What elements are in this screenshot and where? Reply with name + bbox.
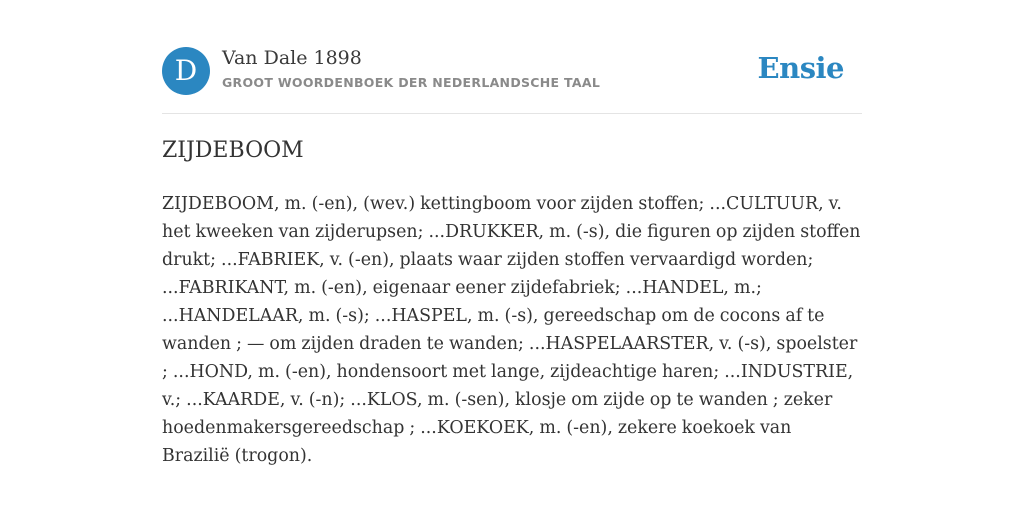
header	[162, 46, 862, 96]
dictionary-subtitle: GROOT WOORDENBOEK DER NEDERLANDSCHE TAAL	[222, 75, 601, 90]
dictionary-title[interactable]: Van Dale 1898	[222, 47, 362, 69]
page-title: ZIJDEBOOM	[162, 138, 304, 163]
definition-text: ZIJDEBOOM, m. (-en), (wev.) kettingboom voor zijden stoffen; ...CULTUUR, v. het kweeken van zijderupsen; ...DRUKKER, m. (-s), die figuren op zijden stoffen drukt; ...FABRIEK, v. (-en), plaats waar zijden stoffen vervaardigd worden; ...FABRIKANT, m. (-en), eigenaar eener zijdefabriek; ...HANDEL, m.; ...HANDELAAR, m. (-s); ...HASPEL, m. (-s), gereedschap om de cocons af te wanden ; — om zijden draden te wanden; ...HASPELAARSTER, v. (-s), spoelster ; ...HOND, m. (-en), hondensoort met lange, zijdeachtige haren; ...INDUSTRIE, v.; ...KAARDE, v. (-n); ...KLOS, m. (-sen), klosje om zijde op te wanden ; zeker hoedenmakersgereedschap ; ...KOEKOEK, m. (-en), zekere koekoek van Brazilië (trogon).	[162, 194, 861, 466]
dictionary-logo[interactable]: D	[162, 47, 210, 95]
header-divider	[162, 113, 862, 114]
brand-logo[interactable]: Ensie	[757, 51, 844, 85]
